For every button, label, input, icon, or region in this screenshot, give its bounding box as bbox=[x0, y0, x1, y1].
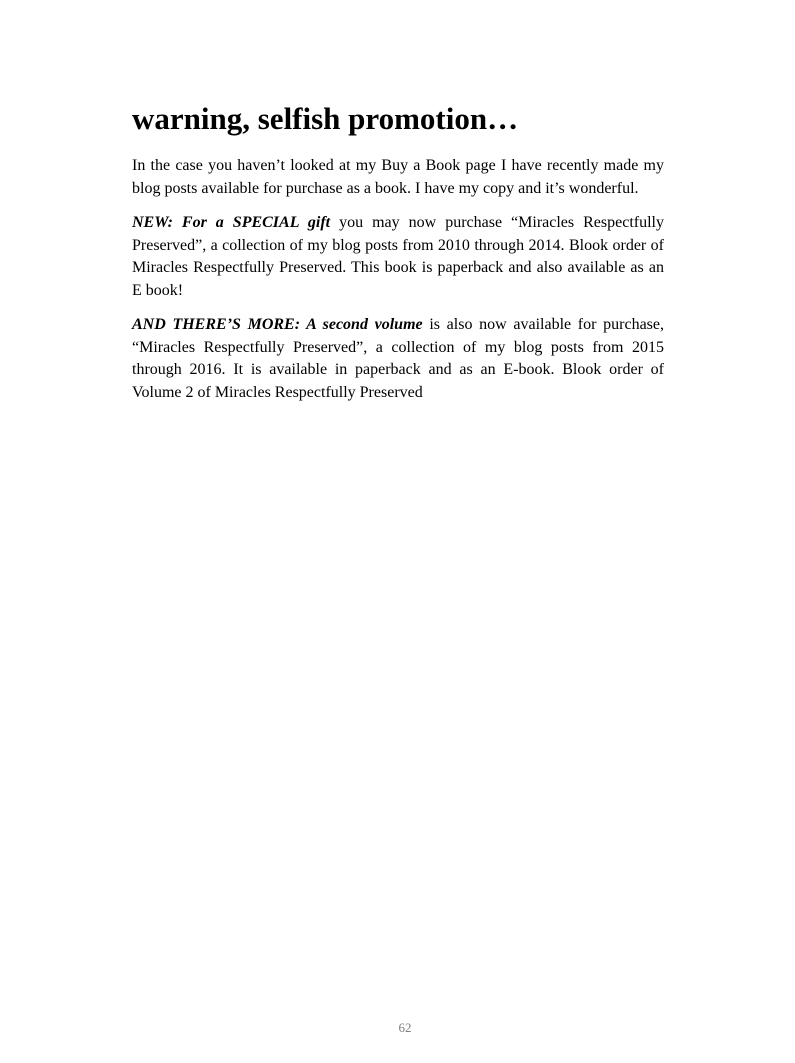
page-heading: warning, selfish promotion… bbox=[132, 101, 519, 136]
paragraph-volume-1 bbox=[132, 212, 664, 302]
paragraph-lead-emphasis: NEW: For a SPECIAL gift bbox=[132, 214, 331, 231]
paragraph-text: you may now purchase “Miracles Respectfully Preserved”, a collection of my blog posts from 2010 through 2014. Blook order of Miracles Respectfully Preserved. This book is paperback and also available as an E book! bbox=[132, 214, 665, 299]
body-text bbox=[132, 155, 664, 416]
paragraph-lead-emphasis: AND THERE’S MORE: A second volume bbox=[132, 316, 423, 333]
paragraph-buy-a-book bbox=[132, 155, 664, 200]
paragraph-text: In the case you haven’t looked at my Buy a Book page I have recently made my blog posts available for purchase as a book. I have my copy and it’s wonderful. bbox=[132, 157, 664, 197]
paragraph-text: is also now available for purchase, “Miracles Respectfully Preserved”, a collection of my blog posts from 2015 through 2016. It is available in paperback and as an E-book. Blook order of Volume 2 of Miracles Respectfully Preserved bbox=[132, 316, 664, 401]
paragraph-volume-2 bbox=[132, 314, 664, 404]
page-number: 62 bbox=[398, 1020, 412, 1035]
